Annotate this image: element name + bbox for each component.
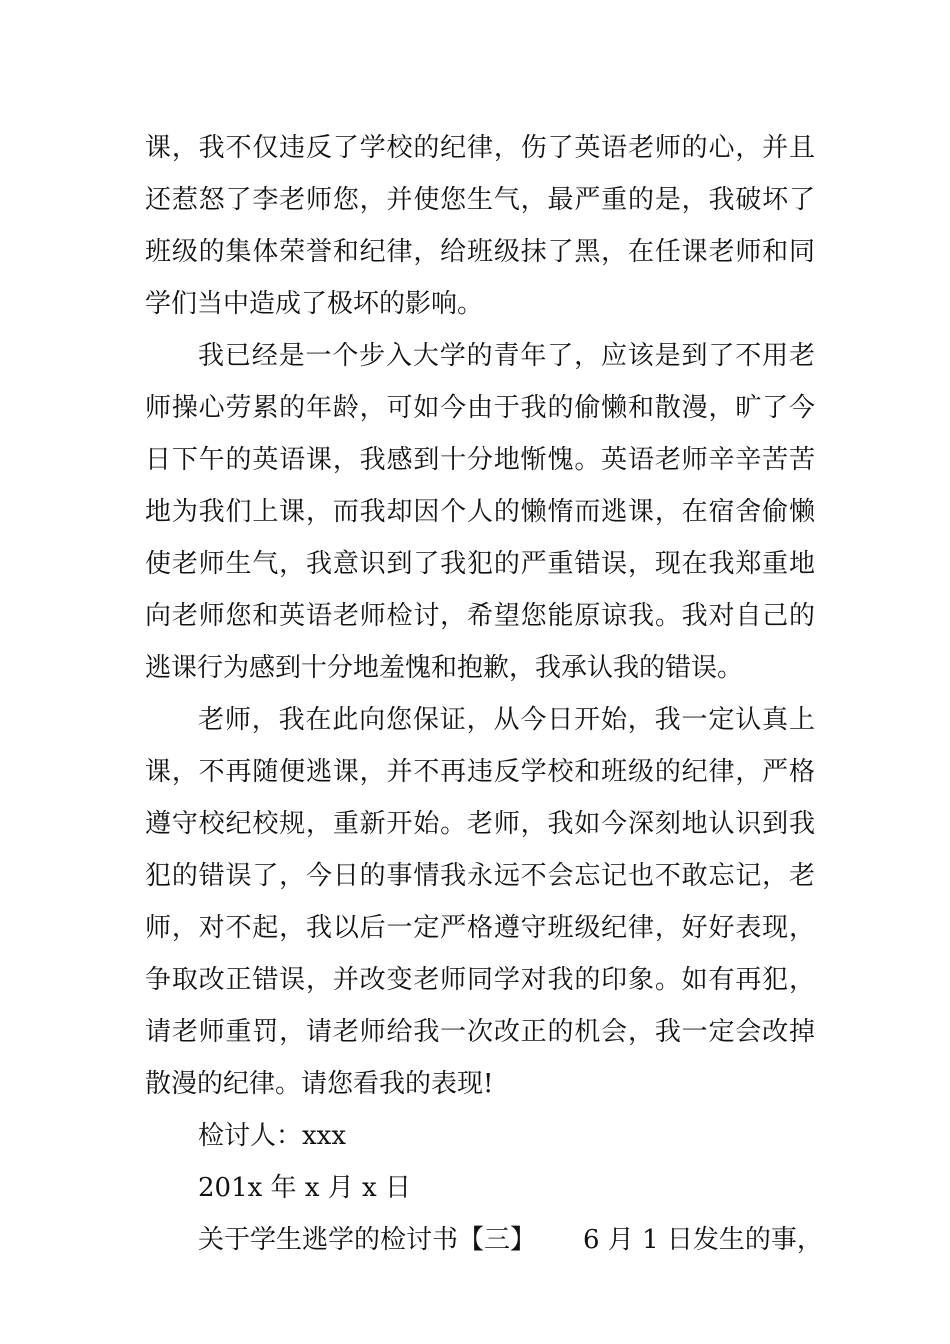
next-section-title: 关于学生逃学的检讨书【三】 — [198, 1225, 537, 1255]
text-line: 遵守校纪校规，重新开始。老师，我如今深刻地认识到我 — [145, 809, 815, 839]
text-line: 师，对不起，我以后一定严格遵守班级纪律，好好表现， — [145, 913, 815, 943]
signature: 检讨人：xxx — [198, 1121, 346, 1151]
next-section-row — [198, 1223, 823, 1257]
text-line: 课，我不仅违反了学校的纪律，伤了英语老师的心，并且 — [145, 133, 815, 163]
text-line: 使老师生气，我意识到了我犯的严重错误，现在我郑重地 — [145, 549, 815, 579]
text-line: 散漫的纪律。请您看我的表现! — [145, 1069, 494, 1099]
text-line: 老师，我在此向您保证，从今日开始，我一定认真上 — [198, 705, 815, 735]
text-line: 班级的集体荣誉和纪律，给班级抹了黑，在任课老师和同 — [145, 237, 815, 267]
text-line: 逃课行为感到十分地羞愧和抱歉，我承认我的错误。 — [145, 653, 744, 683]
text-line: 向老师您和英语老师检讨，希望您能原谅我。我对自己的 — [145, 601, 815, 631]
date: 201x 年 x 月 x 日 — [198, 1173, 411, 1203]
text-line: 争取改正错误，并改变老师同学对我的印象。如有再犯， — [145, 965, 815, 995]
text-line: 我已经是一个步入大学的青年了，应该是到了不用老 — [198, 341, 815, 371]
text-line: 还惹怒了李老师您，并使您生气，最严重的是，我破坏了 — [145, 185, 815, 215]
text-line: 师操心劳累的年龄，可如今由于我的偷懒和散漫，旷了今 — [145, 393, 815, 423]
next-section-start: 6 月 1 日发生的事， — [583, 1225, 823, 1255]
text-line: 日下午的英语课，我感到十分地惭愧。英语老师辛辛苦苦 — [145, 445, 815, 475]
text-line: 课，不再随便逃课，并不再违反学校和班级的纪律，严格 — [145, 757, 815, 787]
text-line: 学们当中造成了极坏的影响。 — [145, 289, 484, 319]
text-line: 地为我们上课，而我却因个人的懒惰而逃课，在宿舍偷懒 — [145, 497, 815, 527]
text-line: 请老师重罚，请老师给我一次改正的机会，我一定会改掉 — [145, 1017, 815, 1047]
text-line: 犯的错误了，今日的事情我永远不会忘记也不敢忘记，老 — [145, 861, 815, 891]
